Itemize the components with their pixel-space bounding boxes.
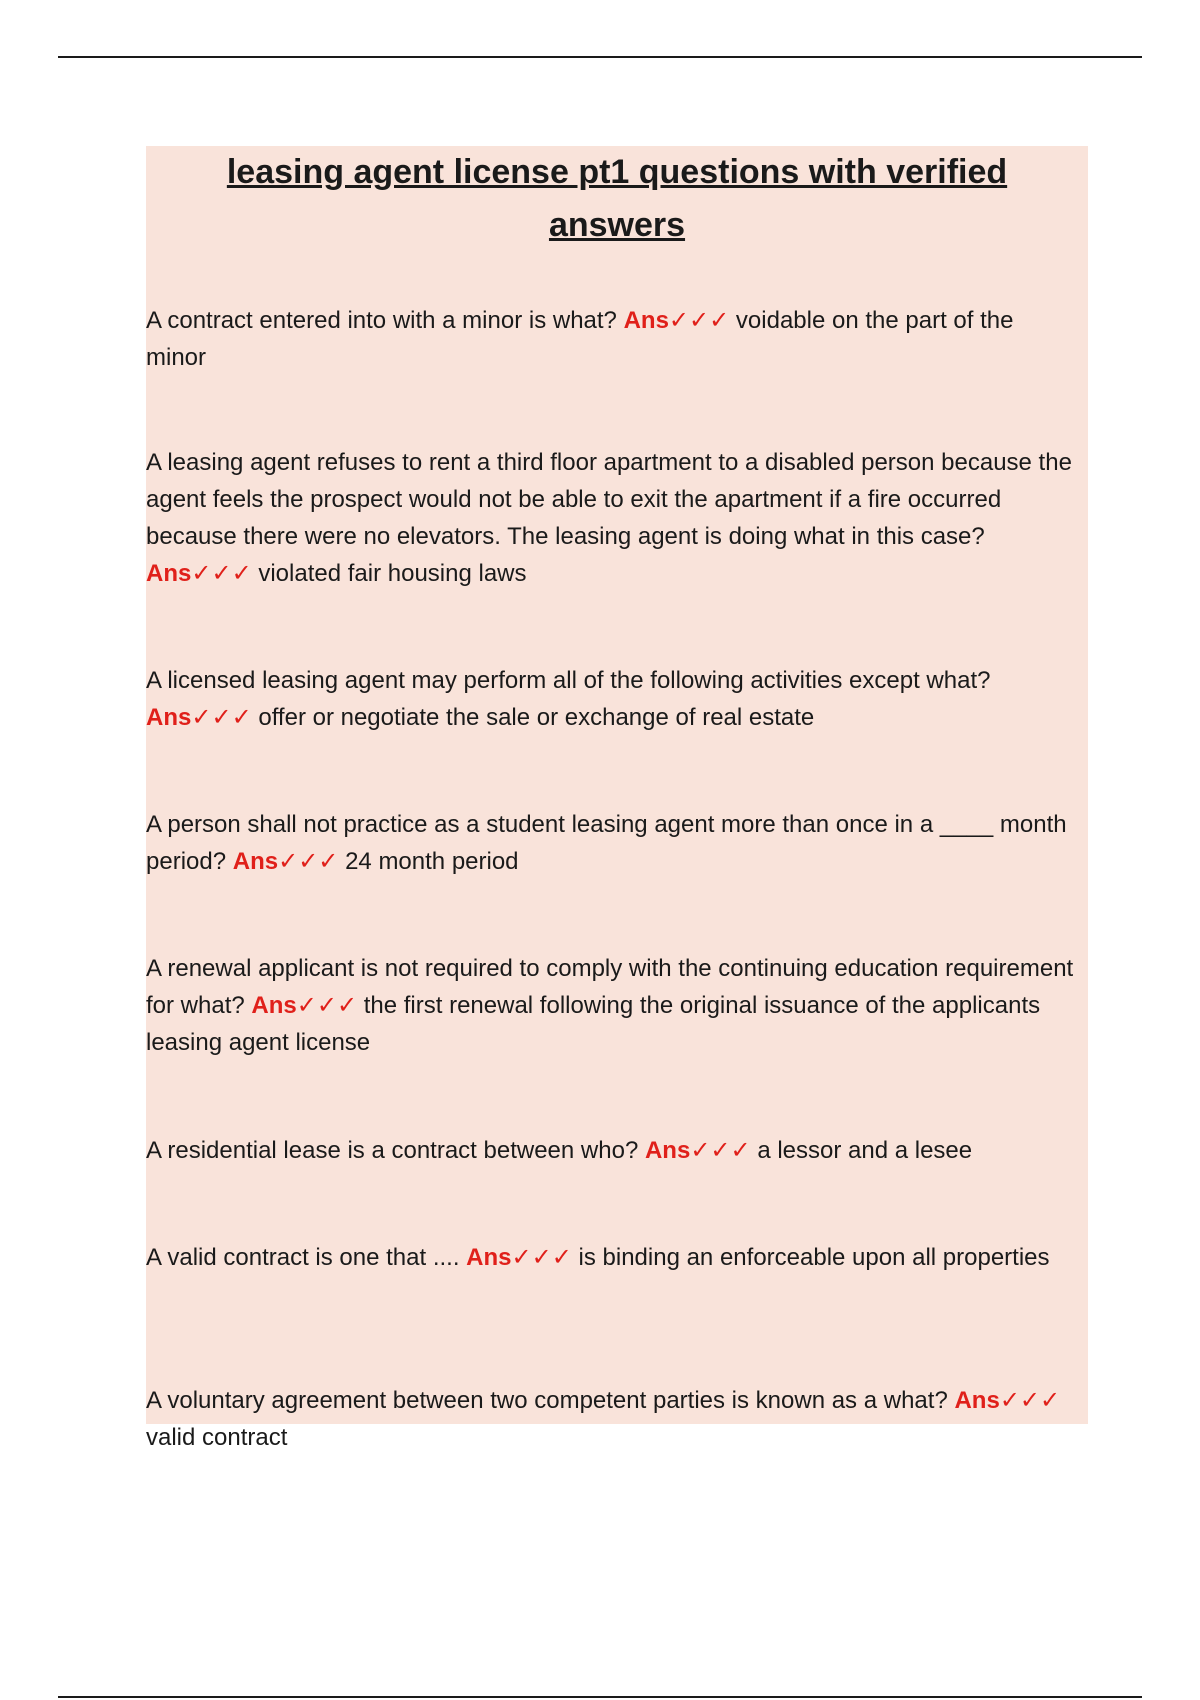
check-icon: ✓✓✓ [999,1387,1061,1414]
qa-item [146,1132,1076,1169]
question-text: A person shall not practice as a student leasing agent more than once in a ____ month period? [146,811,1067,875]
question-text: A valid contract is one that .... [146,1244,460,1271]
qa-item [146,1382,1076,1456]
check-icon: ✓✓✓ [191,704,252,731]
answer-text: a lessor and a lesee [757,1137,973,1164]
answer-label: Ans [251,992,297,1019]
answer-label: Ans [232,848,279,875]
check-icon: ✓✓✓ [191,560,252,587]
answer-label: Ans [146,560,192,587]
bottom-rule [58,1696,1142,1698]
qa-item [146,1239,1076,1276]
check-icon: ✓✓✓ [668,307,730,334]
answer-text: the first renewal following the original issuance of the applicants leasing agent license [146,992,1041,1056]
answer-text: violated fair housing laws [258,560,527,587]
answer-label: Ans [954,1387,1000,1414]
answer-text: 24 month period [345,848,519,875]
qa-item [146,662,1076,736]
check-icon: ✓✓✓ [278,848,339,875]
check-icon: ✓✓✓ [690,1137,751,1164]
answer-text: is binding an enforceable upon all properties [578,1244,1050,1271]
qa-item [146,444,1076,592]
check-icon: ✓✓✓ [511,1244,572,1271]
qa-item [146,950,1076,1061]
question-text: A renewal applicant is not required to comply with the continuing education requirement for what? [146,955,1074,1019]
answer-label: Ans [466,1244,512,1271]
answer-label: Ans [146,704,192,731]
question-text: A contract entered into with a minor is what? [146,307,617,334]
answer-label: Ans [623,307,669,334]
answer-text: offer or negotiate the sale or exchange of real estate [258,704,815,731]
top-rule [58,56,1142,58]
answer-text: valid contract [146,1424,288,1451]
question-text: A leasing agent refuses to rent a third floor apartment to a disabled person because the agent feels the prospect would not be able to exit the apartment if a fire occurred because there were no elevators. The leasing agent is doing what in this case? [146,449,1072,550]
check-icon: ✓✓✓ [296,992,358,1019]
document-title: leasing agent license pt1 questions with verified answers [226,153,1008,244]
qa-item [146,302,1076,376]
answer-label: Ans [644,1137,691,1164]
answer-text: voidable on the part of the minor [146,307,1014,371]
question-text: A voluntary agreement between two competent parties is known as a what? [146,1387,948,1414]
content-block [146,146,1088,1451]
question-text: A residential lease is a contract between who? [146,1137,639,1164]
question-text: A licensed leasing agent may perform all of the following activities except what? [146,667,991,694]
qa-item [146,806,1076,880]
